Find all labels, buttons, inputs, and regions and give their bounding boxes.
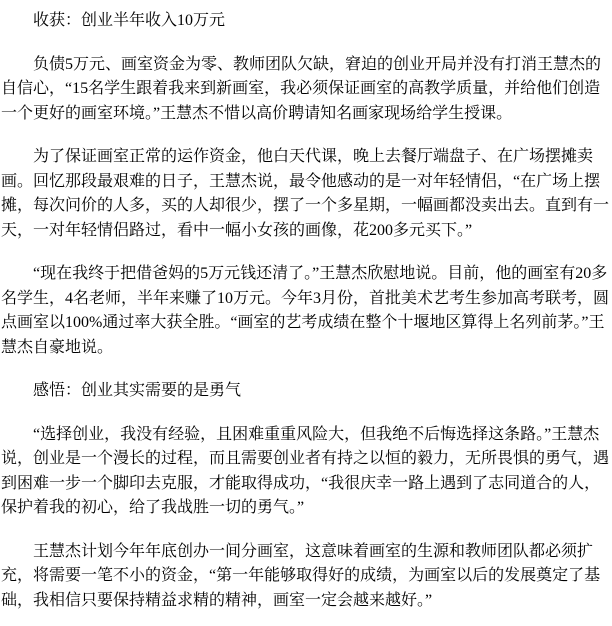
section-heading-harvest: 收获：创业半年收入10万元 [33, 12, 226, 29]
paragraph-hard-days-street-stall: 为了保证画室正常的运作资金，他白天代课，晚上去餐厅端盘子、在广场摆摊卖画。回忆那段最艰难的日子，王慧杰说，最令他感动的是一对年轻情侣，“在广场上摆摊，每次问价的人多，买的人却很少，摆了一个多星期，一幅画都没卖出去。直到有一天，一对年轻情侣路过，看中一幅小女孩的画像，花200多元买下。” [1, 148, 610, 239]
paragraph-debt-and-confidence: 负债5万元、画室资金为零、教师团队欠缺，窘迫的创业开局并没有打消王慧杰的自信心，“15名学生跟着我来到新画室，我必须保证画室的高教学质量，并给他们创造一个更好的画室环境。”王慧杰不惜以高价聘请知名画家现场给学生授课。 [1, 55, 602, 122]
section-heading-insight: 感悟：创业其实需要的是勇气 [33, 382, 242, 399]
paragraph-future-plan: 王慧杰计划今年年底创办一间分画室，这意味着画室的生源和教师团队都必须扩充，将需要一笔不小的资金，“第一年能够取得好的成绩，为画室以后的发展奠定了基础，我相信只要保持精益求精的精神，画室一定会越来越好。” [1, 542, 601, 609]
paragraph-courage-quote: “选择创业，我没有经验，且困难重重风险大，但我绝不后悔选择这条路。”王慧杰说，创业是一个漫长的过程，而且需要创业者有持之以恒的毅力，无所畏惧的勇气，遇到困难一步一个脚印去克服，才能取得成功，“我很庆幸一路上遇到了志同道合的人，保护着我的初心，给了我战胜一切的勇气。” [1, 425, 610, 516]
paragraph-repaid-loan-exam-results: “现在我终于把借爸妈的5万元钱还清了。”王慧杰欣慰地说。目前，他的画室有20多名学生，4名老师，半年来赚了10万元。今年3月份，首批美术艺考生参加高考联考，圆点画室以100%通过率大获全胜。“画室的艺考成绩在整个十堰地区算得上名列前茅。”王慧杰自豪地说。 [1, 265, 610, 356]
